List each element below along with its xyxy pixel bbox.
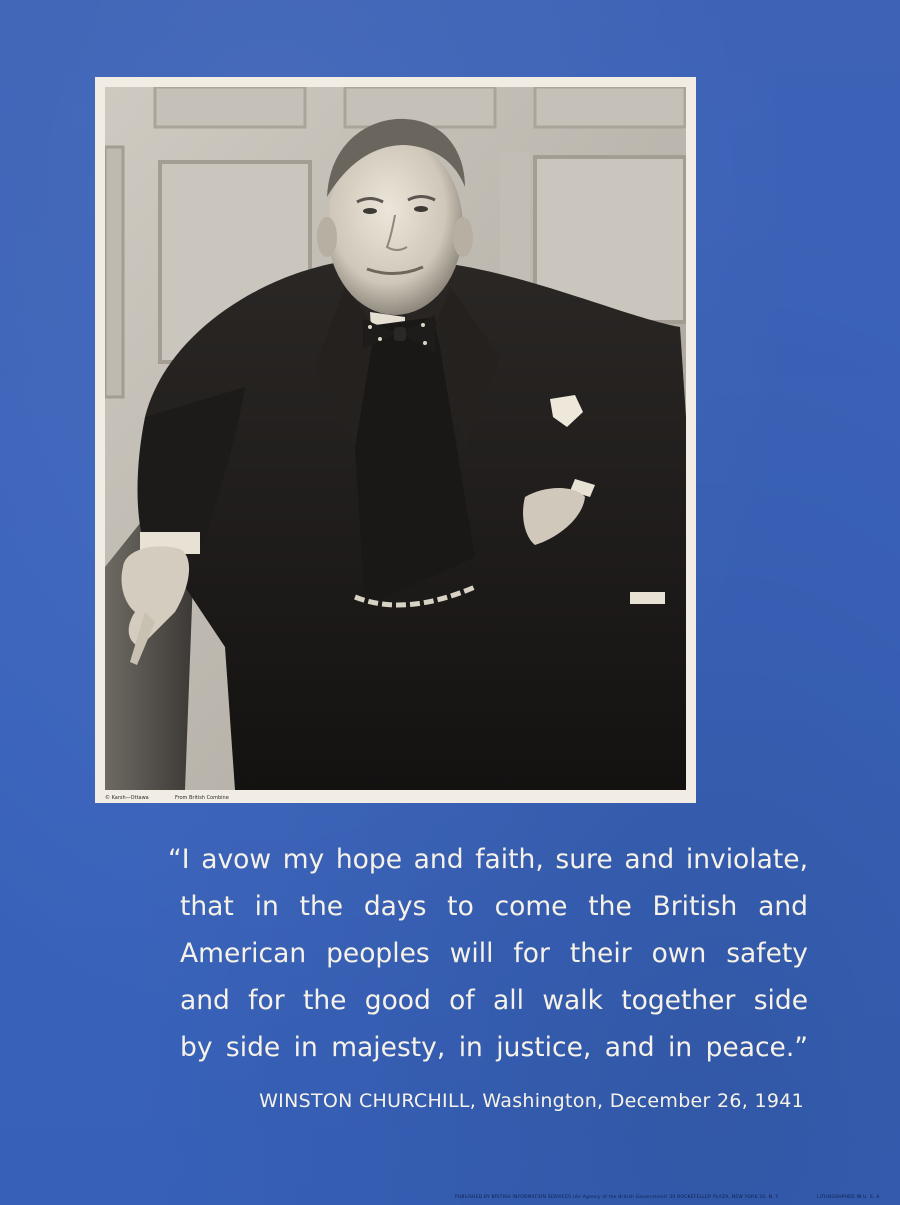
quote-attribution: WINSTON CHURCHILL, Washington, December 26, 1941 xyxy=(259,1090,804,1112)
portrait-photo-frame xyxy=(95,77,696,803)
quote-line-3: American peoples will for their own safety xyxy=(180,938,808,969)
portrait-illustration xyxy=(105,87,686,790)
portrait-photo xyxy=(105,87,686,790)
quote-line-5: by side in majesty, in justice, and in peace.” xyxy=(180,1032,808,1063)
printer-imprint: LITHOGRAPHED IN U. S. A. xyxy=(817,1195,882,1200)
photo-credit-source: From British Combine xyxy=(175,795,229,801)
churchill-quote xyxy=(168,836,808,1071)
quote-line-1: “I avow my hope and faith, sure and inviolate, xyxy=(168,844,808,875)
publisher-imprint: PUBLISHED BY BRITISH INFORMATION SERVICES (An Agency of the British Government) 30 ROCKEFELLER PLAZA, NEW YORK 20, N. Y. xyxy=(455,1195,780,1200)
photo-credit-photographer: © Karsh—Ottawa xyxy=(105,795,149,801)
quote-line-2: that in the days to come the British and xyxy=(180,891,808,922)
quote-line-4: and for the good of all walk together side xyxy=(180,985,808,1016)
